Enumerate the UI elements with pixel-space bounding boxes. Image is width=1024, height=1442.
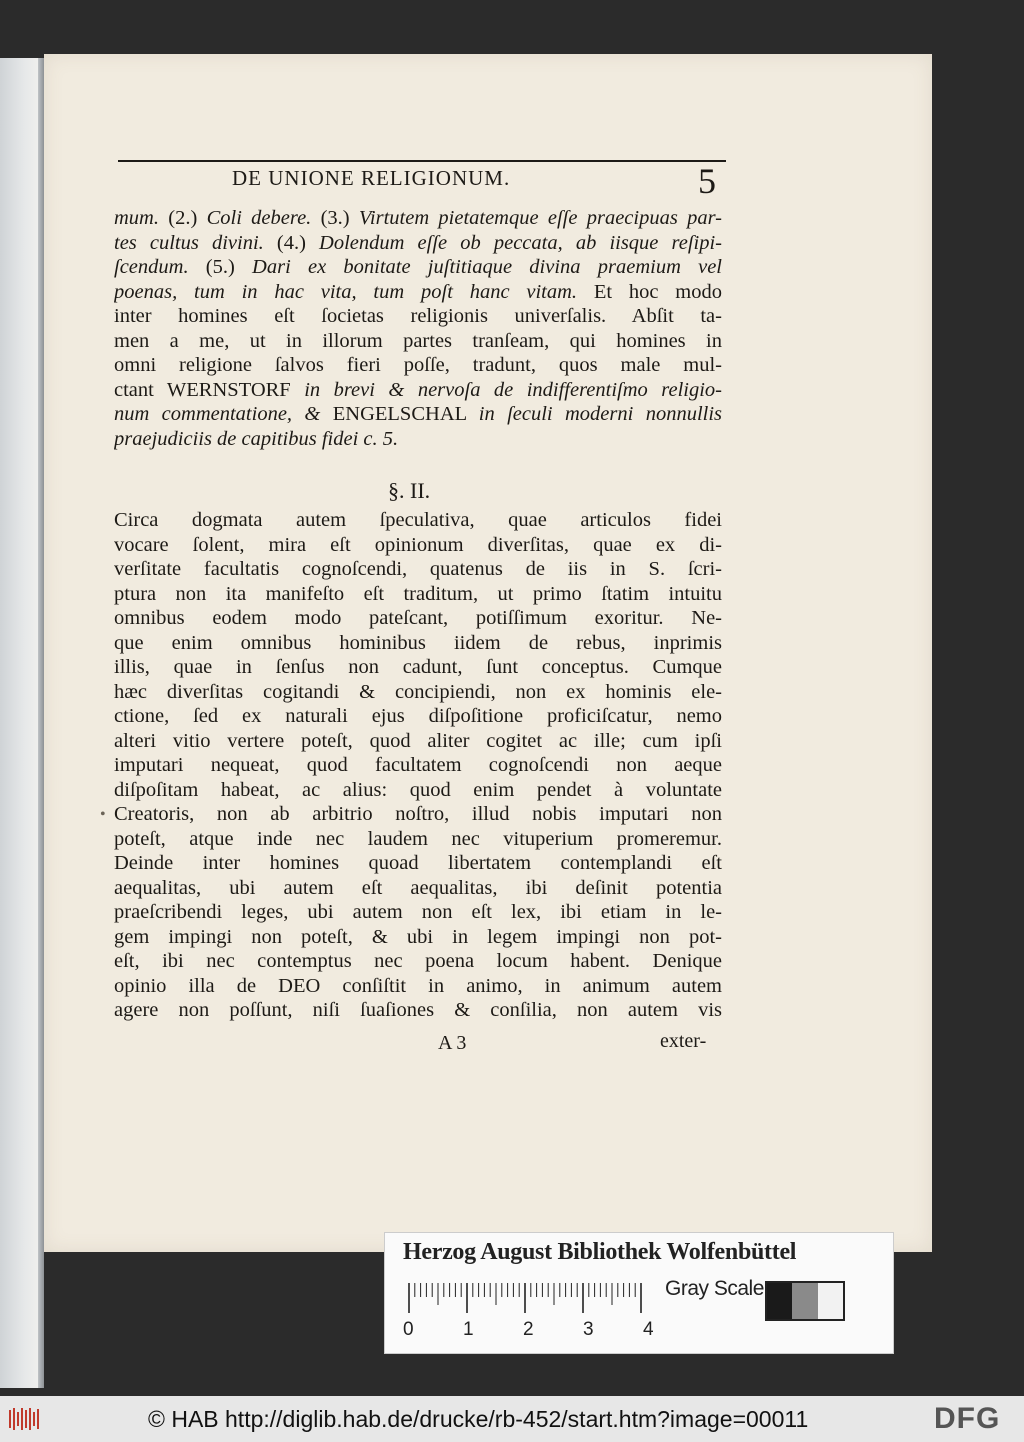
copyright-url[interactable]: © HAB http://diglib.hab.de/drucke/rb-452/start.htm?image=00011 xyxy=(148,1406,809,1432)
text-line xyxy=(114,206,722,231)
text-line: alteri vitio vertere poteſt, quod aliter cogitet ac ille; cum ipſi xyxy=(114,729,722,752)
text-line: omnibus eodem modo pateſcant, potiſſimum exoritur. Ne- xyxy=(114,607,722,629)
text-line: gem impingi non poteſt, & ubi in legem impingi non pot- xyxy=(114,925,722,948)
text-line: hæc diverſitas cogitandi & concipiendi, non ex hominis ele- xyxy=(114,680,722,703)
text-segment: praejudiciis de capitibus fidei c. 5. xyxy=(114,427,399,450)
text-segment: men a me, ut in illorum partes tranſeam, qui homines in xyxy=(114,329,722,352)
text-line: verſitate facultatis cognoſcendi, quatenus de iis in S. ſcri- xyxy=(114,558,722,580)
ruler-number: 4 xyxy=(643,1319,654,1340)
signature-mark: A 3 xyxy=(438,1032,467,1054)
text-segment: (5.) xyxy=(205,256,253,278)
text-line: illis, quae in ſenſus non cadunt, ſunt conceptus. Cumque xyxy=(114,656,722,678)
header-rule xyxy=(118,160,726,162)
gray-swatch xyxy=(792,1283,817,1319)
dfg-logo: DFG xyxy=(934,1402,1001,1435)
text-segment: (3.) xyxy=(320,207,359,229)
viewer-footer xyxy=(0,1396,1024,1442)
running-head: DE UNIONE RELIGIONUM. xyxy=(232,166,511,190)
text-line: poteſt, atque inde nec laudem nec vituperium promeremur. xyxy=(114,827,722,850)
ruler-number: 2 xyxy=(523,1319,534,1340)
ruler-number: 3 xyxy=(583,1319,594,1340)
ruler-scale xyxy=(407,1281,647,1313)
text-segment: in brevi & nervoſa de indifferentiſmo religio- xyxy=(304,378,722,401)
adjacent-page-edge xyxy=(0,58,44,1388)
margin-mark: • xyxy=(100,806,106,823)
section-heading: §. II. xyxy=(388,478,431,503)
gray-scale-label: Gray Scale xyxy=(665,1277,764,1300)
text-line: aequalitas, ubi autem eſt aequalitas, ibi deſinit potentia xyxy=(114,876,722,899)
text-line xyxy=(114,402,722,427)
text-line: opinio illa de DEO conſiſtit in animo, in animum autem xyxy=(114,974,722,997)
text-segment: (2.) xyxy=(168,207,207,229)
text-line: diſpoſitam habeat, ac alius: quod enim pendet à voluntate xyxy=(114,778,722,801)
text-segment: NGELSCHAL xyxy=(345,403,479,425)
text-segment: Dolendum eſſe ob peccata, ab iisque reſipi- xyxy=(319,231,722,254)
text-segment: tes cultus divini. xyxy=(114,231,277,254)
text-segment: E xyxy=(332,403,346,425)
text-line xyxy=(114,255,722,280)
ruler-number: 0 xyxy=(403,1319,414,1340)
text-line xyxy=(114,329,722,354)
text-line: imputari nequeat, quod facultatem cognoſcendi non aeque xyxy=(114,754,722,776)
text-segment: poenas, tum in hac vita, tum poſt hanc vitam. xyxy=(114,280,594,303)
text-line xyxy=(114,304,722,329)
text-line: vocare ſolent, mira eſt opinionum diverſitas, quae ex di- xyxy=(114,533,722,556)
text-line xyxy=(114,427,722,452)
hab-logo-icon xyxy=(8,1406,42,1432)
text-segment: ſcendum. xyxy=(114,256,206,278)
ruler-numbers xyxy=(403,1319,663,1343)
text-line: Circa dogmata autem ſpeculativa, quae articulos fidei xyxy=(114,509,722,531)
text-line xyxy=(114,231,722,256)
gray-swatch xyxy=(818,1283,843,1319)
paragraph-1 xyxy=(114,206,722,451)
text-segment: mum. xyxy=(114,207,169,229)
gray-swatch xyxy=(767,1283,792,1319)
text-line: ctione, ſed ex naturali ejus diſpoſitione proficiſcatur, nemo xyxy=(114,705,722,727)
library-name: Herzog August Bibliothek Wolfenbüttel xyxy=(403,1239,797,1265)
text-segment: in ſeculi moderni nonnullis xyxy=(478,403,722,425)
text-segment: Dari ex bonitate juſtitiaque divina praemium vel xyxy=(252,256,722,278)
text-line xyxy=(114,353,722,378)
text-line: praeſcribendi leges, ubi autem non eſt lex, ibi etiam in le- xyxy=(114,901,722,923)
color-card xyxy=(384,1232,894,1354)
text-line: agere non poſſunt, niſi ſuaſiones & conſilia, non autem vis xyxy=(114,999,722,1021)
text-line: ptura non ita manifeſto eſt traditum, ut primo ſtatim intuitu xyxy=(114,582,722,605)
text-segment: omni religione ſalvos fieri poſſe, tradunt, quos male mul- xyxy=(114,354,722,376)
text-line: que enim omnibus hominibus iidem de rebus, inprimis xyxy=(114,631,722,654)
text-segment: Et hoc modo xyxy=(593,280,722,303)
gray-scale-swatches xyxy=(765,1281,845,1321)
ruler-number: 1 xyxy=(463,1319,474,1340)
text-line: eſt, ibi nec contemptus nec poena locum habent. Denique xyxy=(114,950,722,972)
text-line xyxy=(114,280,722,305)
text-line xyxy=(114,378,722,403)
catchword: exter- xyxy=(660,1030,707,1052)
text-line: Creatoris, non ab arbitrio noſtro, illud nobis imputari non xyxy=(114,803,722,825)
paragraph-2 xyxy=(114,508,722,1023)
text-segment: ERNSTORF xyxy=(186,378,305,401)
text-segment: inter homines eſt ſocietas religionis univerſalis. Abſit ta- xyxy=(114,305,722,327)
text-segment: Virtutem pietatemque eſſe praecipuas par- xyxy=(358,207,722,229)
text-segment: num commentatione, & xyxy=(114,403,333,425)
page-number: 5 xyxy=(698,161,716,201)
text-segment: Coli debere. xyxy=(206,207,321,229)
text-segment: ctant W xyxy=(114,378,187,401)
text-line: Deinde inter homines quoad libertatem contemplandi eſt xyxy=(114,852,722,874)
text-segment: (4.) xyxy=(276,231,320,254)
